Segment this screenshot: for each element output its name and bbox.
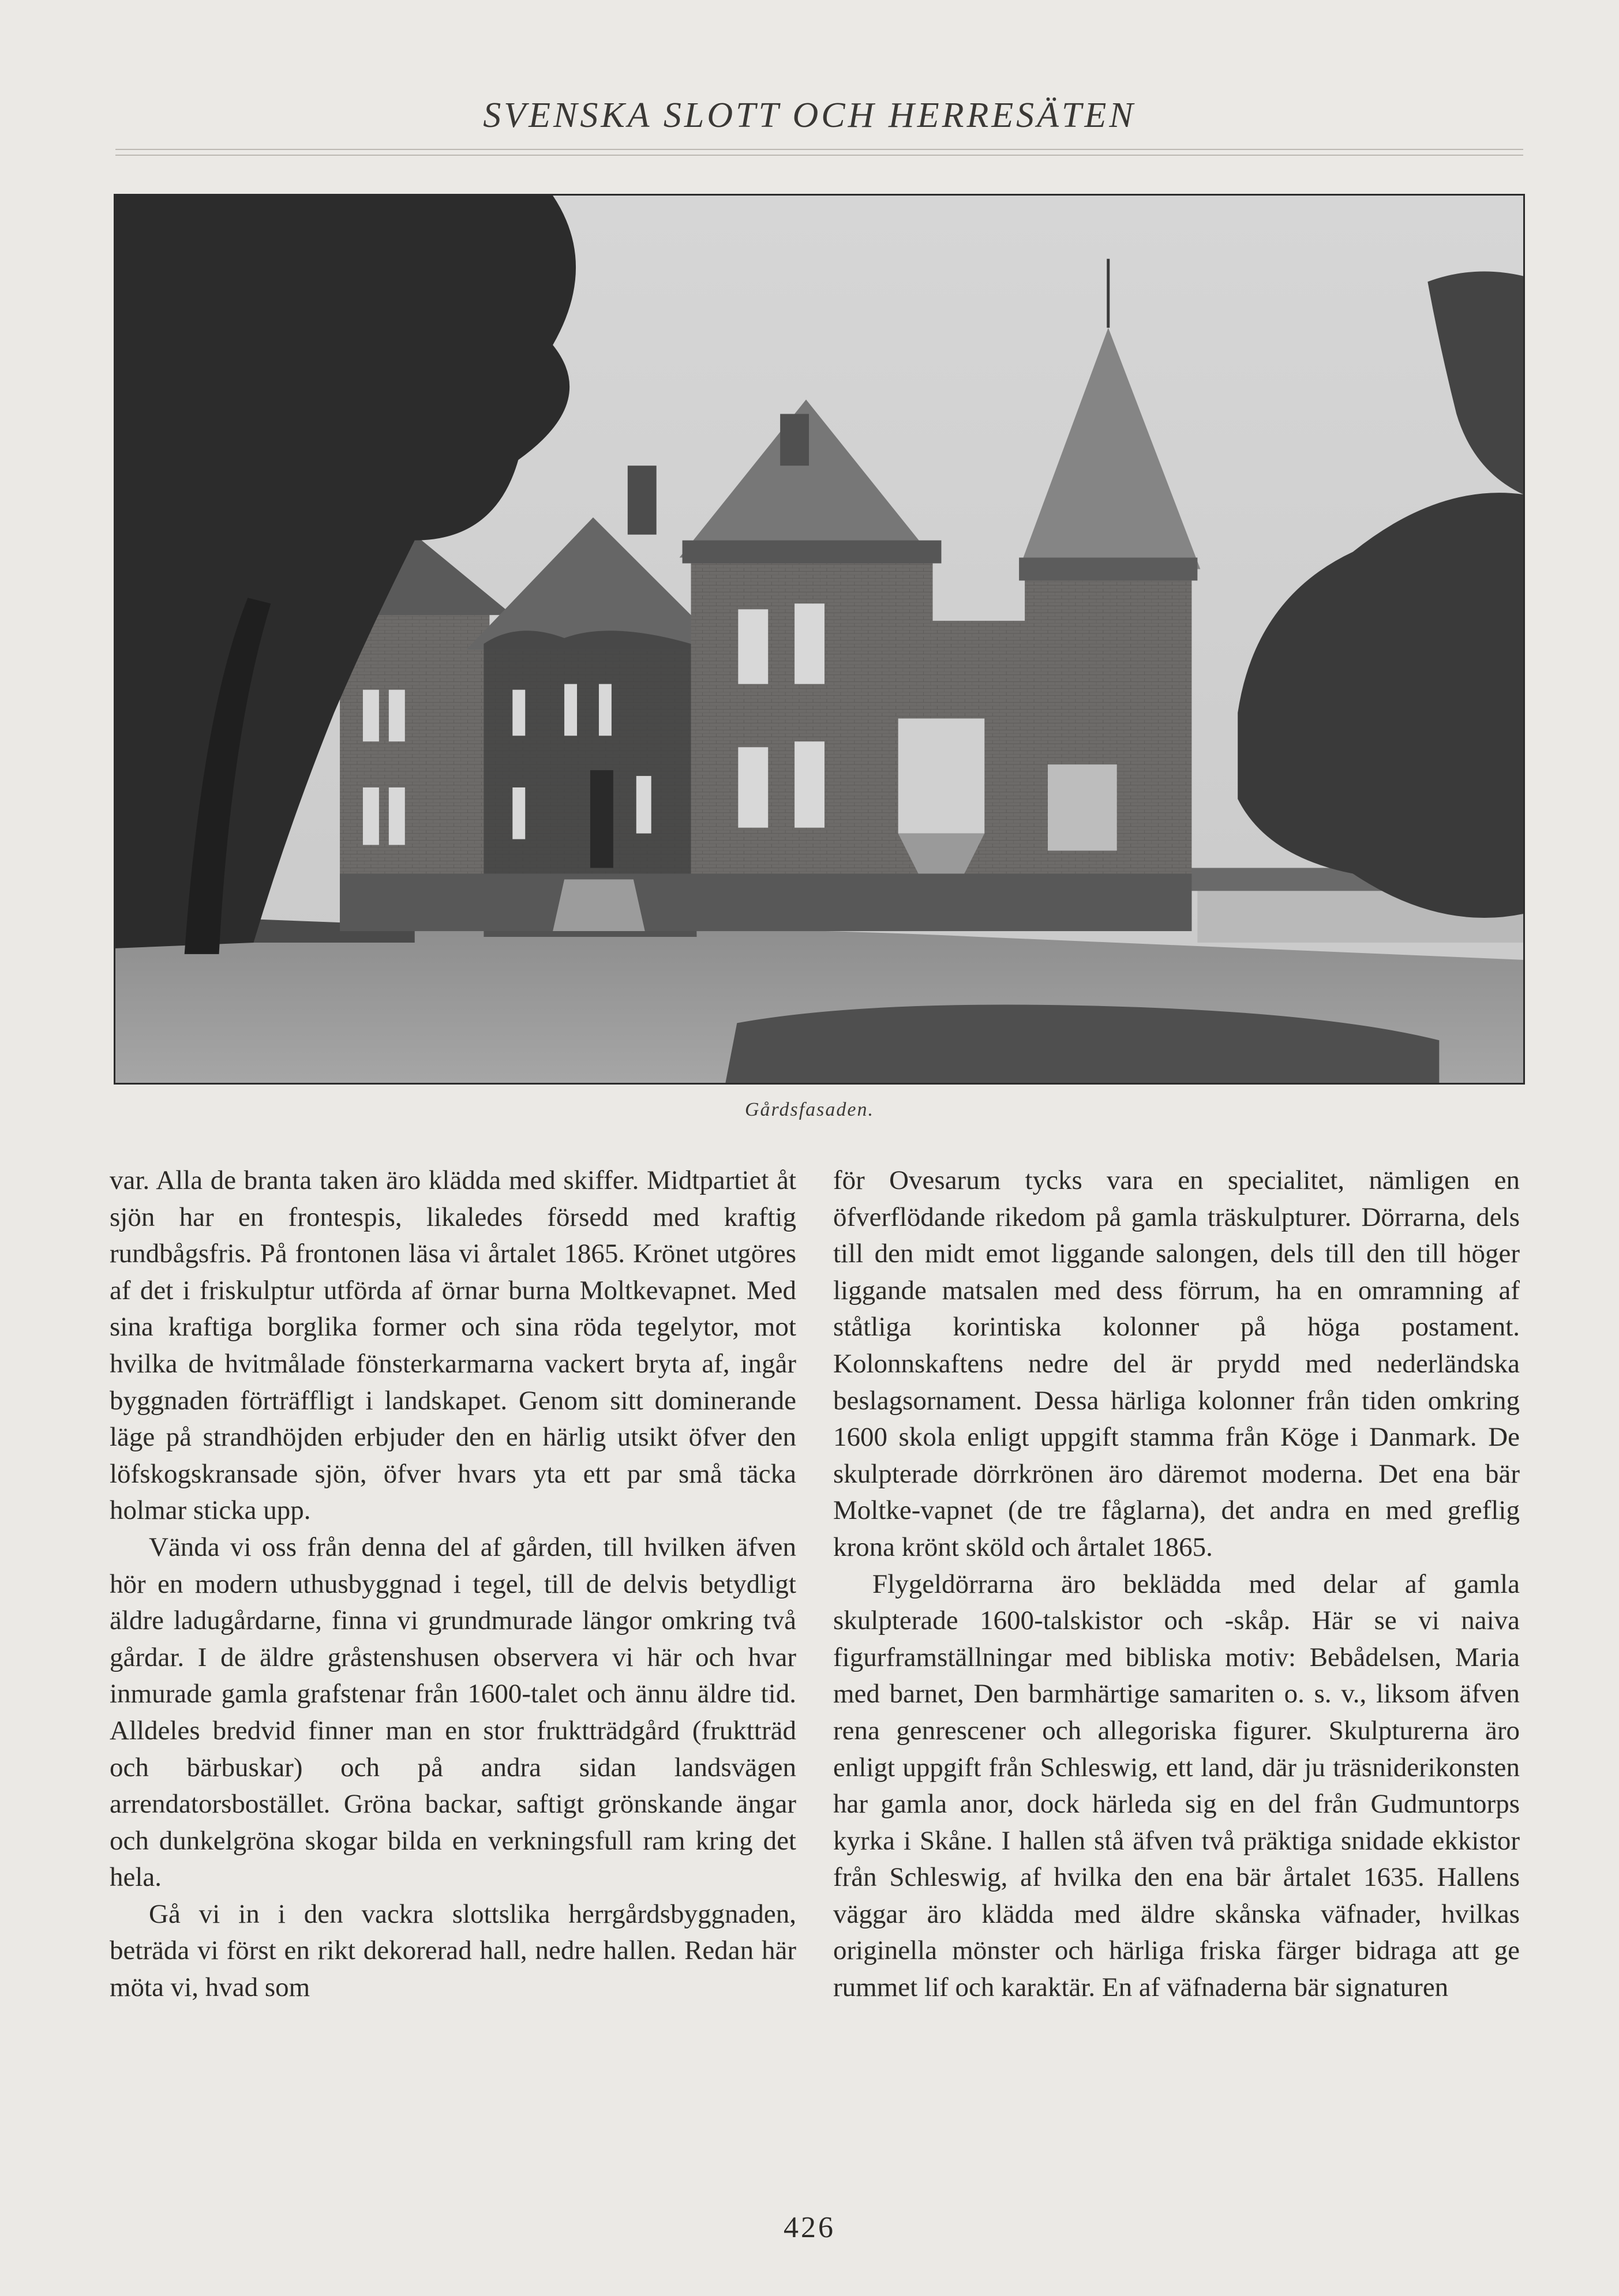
paragraph: för Ovesarum tycks vara en specialitet, nämligen en öfverflödande rikedom på gamla träskulpturer. Dörrarna, dels till den midt emot liggande salongen, dels till den till höger liggande matsalen med dess förrum, ha en omramning af ståtliga korintiska kolonner på höga postament. Kolonnskaftens nedre del är prydd med nederländska beslagsornament. Dessa härliga kolonner från tiden omkring 1600 skola enligt uppgift stamma från Köge i Danmark. De skulpterade dörrkrönen äro däremot moderna. Det ena bär Moltke-vapnet (de tre fåglarna), det andra en med greflig krona krönt sköld och årtalet 1865. (833, 1165, 1520, 1562)
page-number: 426 (784, 2211, 835, 2244)
paragraph: var. Alla de branta taken äro klädda med skiffer. Midtpartiet åt sjön har en frontespis, likaledes försedd med kraftig rundbågsfris. På frontonen läsa vi årtalet 1865. Krönet utgöres af det i friskulptur utförda af örnar burna Moltkevapnet. Med sina kraftiga borglika former och sina röda tegelytor, mot hvilka de hvitmålade fönsterkarmarna vackert bryta af, ingår byggnaden förträffligt i landskapet. Genom sitt dominerande läge på strandhöjden erbjuder den en härlig utsikt öfver den löfskogskransade sjön, öfver hvars yta ett par små täcka holmar sticka upp. (110, 1165, 796, 1526)
right-text-column (833, 1162, 1520, 2006)
paragraph: Flygeldörrarna äro beklädda med delar af gamla skulpterade 1600-talskistor och -skåp. Här se vi naiva figurframställningar med bibliska motiv: Bebådelsen, Maria med barnet, Den barmhärtige samariten o. s. v., liksom äfven rena genrescener och allegoriska figurer. Skulpturerna äro enligt uppgift från Schleswig, ett land, där ju träsniderikonsten har gamla anor, dock härleda sig en del från Gudmuntorps kyrka i Skåne. I hallen stå äfven två präktiga snidade ekkistor från Schleswig, af hvilka den ena bär årtalet 1635. Hallens väggar äro klädda med äldre skånska väfnader, hvilkas originella mönster och härliga friska färger bidraga att ge rummet lif och karaktär. En af väfnaderna bär signaturen (833, 1569, 1520, 2003)
photo-caption: Gårdsfasaden. (744, 1099, 875, 1120)
left-text-column (110, 1162, 796, 2006)
running-header: SVENSKA SLOTT OCH HERRESÄTEN (483, 96, 1136, 135)
header-rule-bottom (115, 155, 1523, 156)
manor-house-illustration (115, 196, 1523, 1083)
paragraph: Vända vi oss från denna del af gården, till hvilken äfven hör en modern uthusbyggnad i tegel, till de delvis betydligt äldre ladugårdarne, finna vi grundmurade längor omkring två gårdar. I de äldre gråstenshusen observera vi här och hvar inmurade gamla grafstenar från 1600-talet och ännu äldre tid. Alldeles bredvid finner man en stor fruktträdgård (fruktträd och bärbuskar) och på andra sidan landsvägen arrendatorsbostället. Gröna backar, saftigt grönskande ängar och dunkelgröna skogar bilda en verkningsfull ram kring det hela. (110, 1532, 796, 1893)
courtyard-facade-photo (114, 194, 1525, 1085)
paragraph: Gå vi in i den vackra slottslika herrgårdsbyggnaden, beträda vi först en rikt dekorerad hall, nedre hallen. Redan här möta vi, hvad som (110, 1899, 796, 2003)
header-rule-top (115, 149, 1523, 150)
